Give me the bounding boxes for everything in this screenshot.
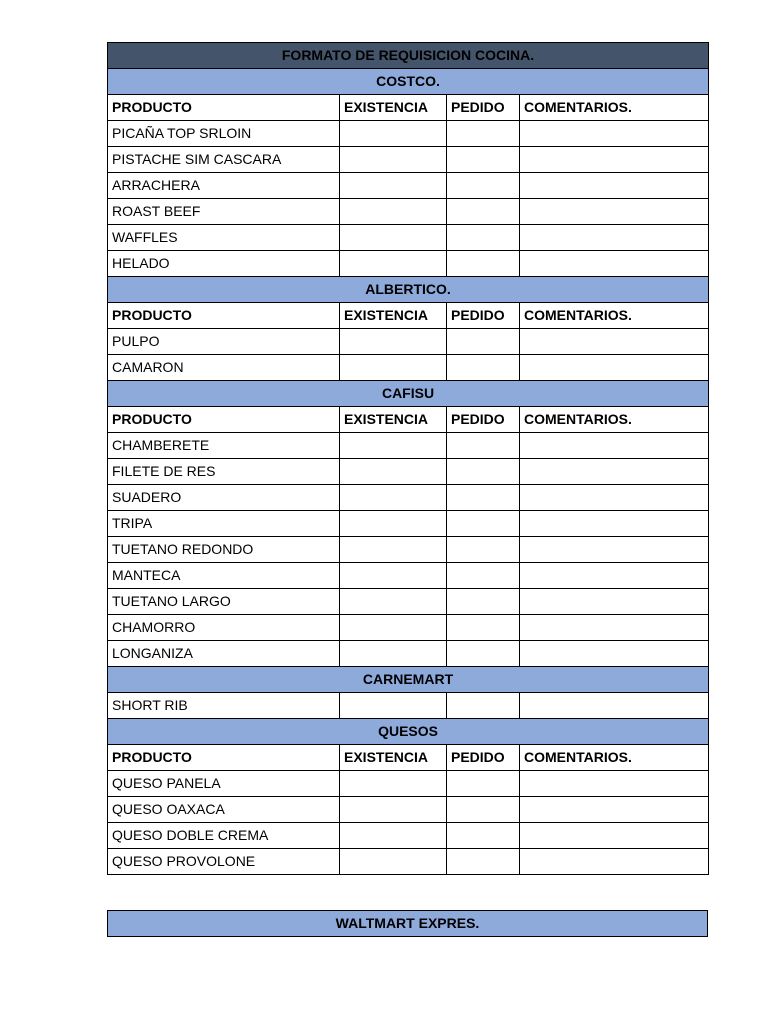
product-cell: PICAÑA TOP SRLOIN: [108, 121, 340, 147]
pedido-cell[interactable]: [447, 615, 520, 641]
table-row: [108, 485, 709, 511]
product-cell: ROAST BEEF: [108, 199, 340, 225]
pedido-cell[interactable]: [447, 251, 520, 277]
existencia-cell[interactable]: [340, 251, 447, 277]
comentarios-cell[interactable]: [520, 121, 709, 147]
section-row: [108, 277, 709, 303]
table-row: [108, 641, 709, 667]
table-row: [108, 251, 709, 277]
section-title: COSTCO.: [108, 69, 709, 95]
existencia-cell[interactable]: [340, 641, 447, 667]
section-title: CARNEMART: [108, 667, 709, 693]
product-cell: HELADO: [108, 251, 340, 277]
existencia-cell[interactable]: [340, 823, 447, 849]
requisition-sheet: [107, 42, 708, 875]
product-cell: QUESO PROVOLONE: [108, 849, 340, 875]
existencia-cell[interactable]: [340, 329, 447, 355]
product-cell: QUESO OAXACA: [108, 797, 340, 823]
pedido-cell[interactable]: [447, 693, 520, 719]
section-title: CAFISU: [108, 381, 709, 407]
table-row: [108, 823, 709, 849]
comentarios-cell[interactable]: [520, 511, 709, 537]
comentarios-cell[interactable]: [520, 147, 709, 173]
pedido-cell[interactable]: [447, 121, 520, 147]
table-row: [108, 225, 709, 251]
table-row: [108, 797, 709, 823]
section-title: QUESOS: [108, 719, 709, 745]
table-row: [108, 589, 709, 615]
existencia-cell[interactable]: [340, 537, 447, 563]
comentarios-cell[interactable]: [520, 823, 709, 849]
pedido-cell[interactable]: [447, 797, 520, 823]
title-row: [108, 43, 709, 69]
product-cell: TUETANO REDONDO: [108, 537, 340, 563]
product-cell: SHORT RIB: [108, 693, 340, 719]
product-cell: MANTECA: [108, 563, 340, 589]
pedido-cell[interactable]: [447, 849, 520, 875]
comentarios-cell[interactable]: [520, 199, 709, 225]
comentarios-cell[interactable]: [520, 173, 709, 199]
comentarios-cell[interactable]: [520, 797, 709, 823]
header-producto: PRODUCTO: [108, 95, 340, 121]
comentarios-cell[interactable]: [520, 433, 709, 459]
pedido-cell[interactable]: [447, 433, 520, 459]
product-cell: CHAMORRO: [108, 615, 340, 641]
table-row: [108, 511, 709, 537]
header-producto: PRODUCTO: [108, 745, 340, 771]
header-pedido: PEDIDO: [447, 303, 520, 329]
product-cell: TRIPA: [108, 511, 340, 537]
existencia-cell[interactable]: [340, 693, 447, 719]
header-comentarios: COMENTARIOS.: [520, 95, 709, 121]
comentarios-cell[interactable]: [520, 589, 709, 615]
comentarios-cell[interactable]: [520, 771, 709, 797]
pedido-cell[interactable]: [447, 355, 520, 381]
comentarios-cell[interactable]: [520, 563, 709, 589]
pedido-cell[interactable]: [447, 641, 520, 667]
table-row: [108, 693, 709, 719]
pedido-cell[interactable]: [447, 173, 520, 199]
section-row: [108, 381, 709, 407]
header-producto: PRODUCTO: [108, 303, 340, 329]
product-cell: QUESO DOBLE CREMA: [108, 823, 340, 849]
section-row: [108, 719, 709, 745]
pedido-cell[interactable]: [447, 563, 520, 589]
comentarios-cell[interactable]: [520, 485, 709, 511]
footer-table: [107, 910, 708, 937]
existencia-cell[interactable]: [340, 849, 447, 875]
table-row: [108, 615, 709, 641]
comentarios-cell[interactable]: [520, 459, 709, 485]
existencia-cell[interactable]: [340, 121, 447, 147]
table-row: [108, 849, 709, 875]
product-cell: FILETE DE RES: [108, 459, 340, 485]
pedido-cell[interactable]: [447, 823, 520, 849]
requisition-table-body: [108, 43, 709, 875]
existencia-cell[interactable]: [340, 433, 447, 459]
column-header-row: [108, 95, 709, 121]
table-row: [108, 771, 709, 797]
table-row: [108, 173, 709, 199]
header-producto: PRODUCTO: [108, 407, 340, 433]
table-row: [108, 199, 709, 225]
product-cell: TUETANO LARGO: [108, 589, 340, 615]
existencia-cell[interactable]: [340, 147, 447, 173]
table-row: [108, 329, 709, 355]
pedido-cell[interactable]: [447, 511, 520, 537]
table-row: [108, 147, 709, 173]
sheet-title: FORMATO DE REQUISICION COCINA.: [108, 43, 709, 69]
product-cell: CAMARON: [108, 355, 340, 381]
header-comentarios: COMENTARIOS.: [520, 745, 709, 771]
existencia-cell[interactable]: [340, 589, 447, 615]
footer-section-title: WALTMART EXPRES.: [108, 911, 708, 937]
pedido-cell[interactable]: [447, 329, 520, 355]
pedido-cell[interactable]: [447, 771, 520, 797]
existencia-cell[interactable]: [340, 355, 447, 381]
pedido-cell[interactable]: [447, 485, 520, 511]
column-header-row: [108, 407, 709, 433]
comentarios-cell[interactable]: [520, 251, 709, 277]
header-pedido: PEDIDO: [447, 407, 520, 433]
product-cell: LONGANIZA: [108, 641, 340, 667]
section-row: [108, 667, 709, 693]
product-cell: WAFFLES: [108, 225, 340, 251]
product-cell: SUADERO: [108, 485, 340, 511]
existencia-cell[interactable]: [340, 771, 447, 797]
table-row: [108, 121, 709, 147]
footer-section: [107, 910, 708, 937]
column-header-row: [108, 303, 709, 329]
existencia-cell[interactable]: [340, 225, 447, 251]
header-pedido: PEDIDO: [447, 95, 520, 121]
header-existencia: EXISTENCIA: [340, 95, 447, 121]
comentarios-cell[interactable]: [520, 615, 709, 641]
existencia-cell[interactable]: [340, 485, 447, 511]
section-row: [108, 69, 709, 95]
header-existencia: EXISTENCIA: [340, 745, 447, 771]
header-comentarios: COMENTARIOS.: [520, 407, 709, 433]
section-title: ALBERTICO.: [108, 277, 709, 303]
header-existencia: EXISTENCIA: [340, 303, 447, 329]
comentarios-cell[interactable]: [520, 225, 709, 251]
comentarios-cell[interactable]: [520, 693, 709, 719]
header-pedido: PEDIDO: [447, 745, 520, 771]
requisition-table: [107, 42, 709, 875]
table-row: [108, 459, 709, 485]
pedido-cell[interactable]: [447, 589, 520, 615]
product-cell: PULPO: [108, 329, 340, 355]
existencia-cell[interactable]: [340, 797, 447, 823]
column-header-row: [108, 745, 709, 771]
pedido-cell[interactable]: [447, 147, 520, 173]
table-row: [108, 433, 709, 459]
table-row: [108, 355, 709, 381]
comentarios-cell[interactable]: [520, 355, 709, 381]
existencia-cell[interactable]: [340, 615, 447, 641]
existencia-cell[interactable]: [340, 199, 447, 225]
product-cell: PISTACHE SIM CASCARA: [108, 147, 340, 173]
table-row: [108, 537, 709, 563]
header-existencia: EXISTENCIA: [340, 407, 447, 433]
section-row: [108, 911, 708, 937]
comentarios-cell[interactable]: [520, 849, 709, 875]
comentarios-cell[interactable]: [520, 329, 709, 355]
pedido-cell[interactable]: [447, 537, 520, 563]
pedido-cell[interactable]: [447, 225, 520, 251]
pedido-cell[interactable]: [447, 199, 520, 225]
existencia-cell[interactable]: [340, 511, 447, 537]
existencia-cell[interactable]: [340, 173, 447, 199]
product-cell: ARRACHERA: [108, 173, 340, 199]
header-comentarios: COMENTARIOS.: [520, 303, 709, 329]
existencia-cell[interactable]: [340, 563, 447, 589]
comentarios-cell[interactable]: [520, 537, 709, 563]
comentarios-cell[interactable]: [520, 641, 709, 667]
product-cell: CHAMBERETE: [108, 433, 340, 459]
pedido-cell[interactable]: [447, 459, 520, 485]
existencia-cell[interactable]: [340, 459, 447, 485]
product-cell: QUESO PANELA: [108, 771, 340, 797]
table-row: [108, 563, 709, 589]
